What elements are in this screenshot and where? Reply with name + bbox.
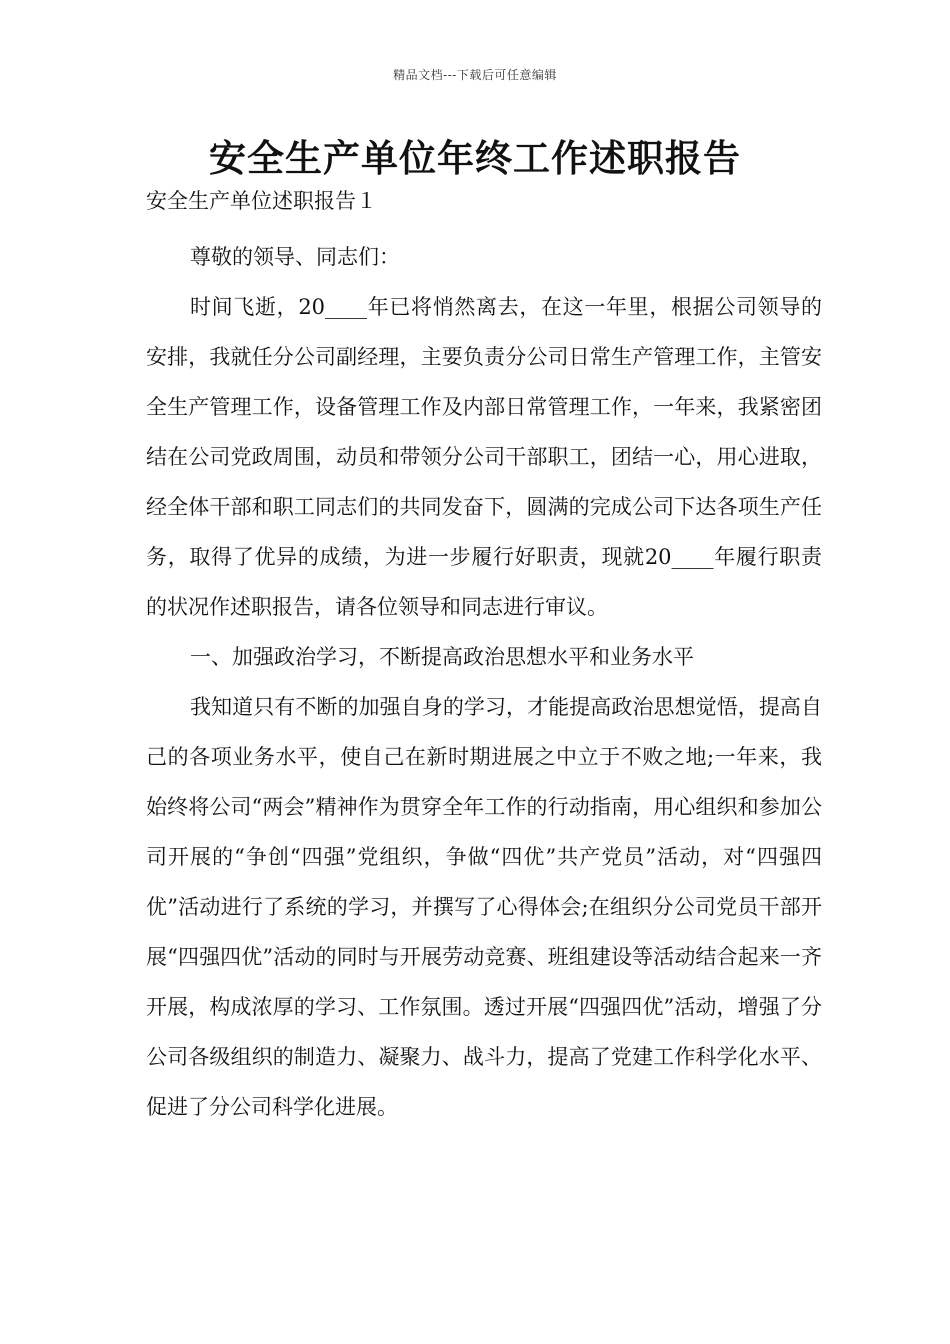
intro-paragraph: 时间飞逝，20____年已将悄然离去，在这一年里，根据公司领导的安排，我就任分公司副经理，主要负责分公司日常生产管理工作，主管安全生产管理工作，设备管理工作及内部日常管理工作，一年来，我紧密团结在公司党政周围，动员和带领分公司干部职工，团结一心，用心进取，经全体干部和职工同志们的共同发奋下，圆满的完成公司下达各项生产任务，取得了优异的成绩，为进一步履行好职责，现就20____年履行职责的状况作述职报告，请各位领导和同志进行审议。 [146, 295, 822, 619]
document-body [146, 232, 822, 1132]
section-heading: 一、加强政治学习，不断提高政治思想水平和业务水平 [190, 645, 694, 669]
document-title: 安全生产单位年终工作述职报告 [209, 137, 741, 180]
section-paragraph: 我知道只有不断的加强自身的学习，才能提高政治思想觉悟，提高自己的各项业务水平，使自己在新时期进展之中立于不败之地;一年来，我始终将公司“两会”精神作为贯穿全年工作的行动指南，用心组织和参加公司开展的“争创“四强”党组织，争做“四优”共产党员”活动，对“四强四优”活动进行了系统的学习，并撰写了心得体会;在组织分公司党员干部开展“四强四优”活动的同时与开展劳动竞赛、班组建设等活动结合起来一齐开展，构成浓厚的学习、工作氛围。透过开展“四强四优”活动，增强了分公司各级组织的制造力、凝聚力、战斗力，提高了党建工作科学化水平、促进了分公司科学化进展。 [146, 695, 822, 1119]
salutation-paragraph: 尊敬的领导、同志们： [190, 245, 400, 269]
header-note: 精品文档---下载后可任意编辑 [393, 68, 557, 82]
document-subtitle: 安全生产单位述职报告１ [146, 189, 377, 213]
